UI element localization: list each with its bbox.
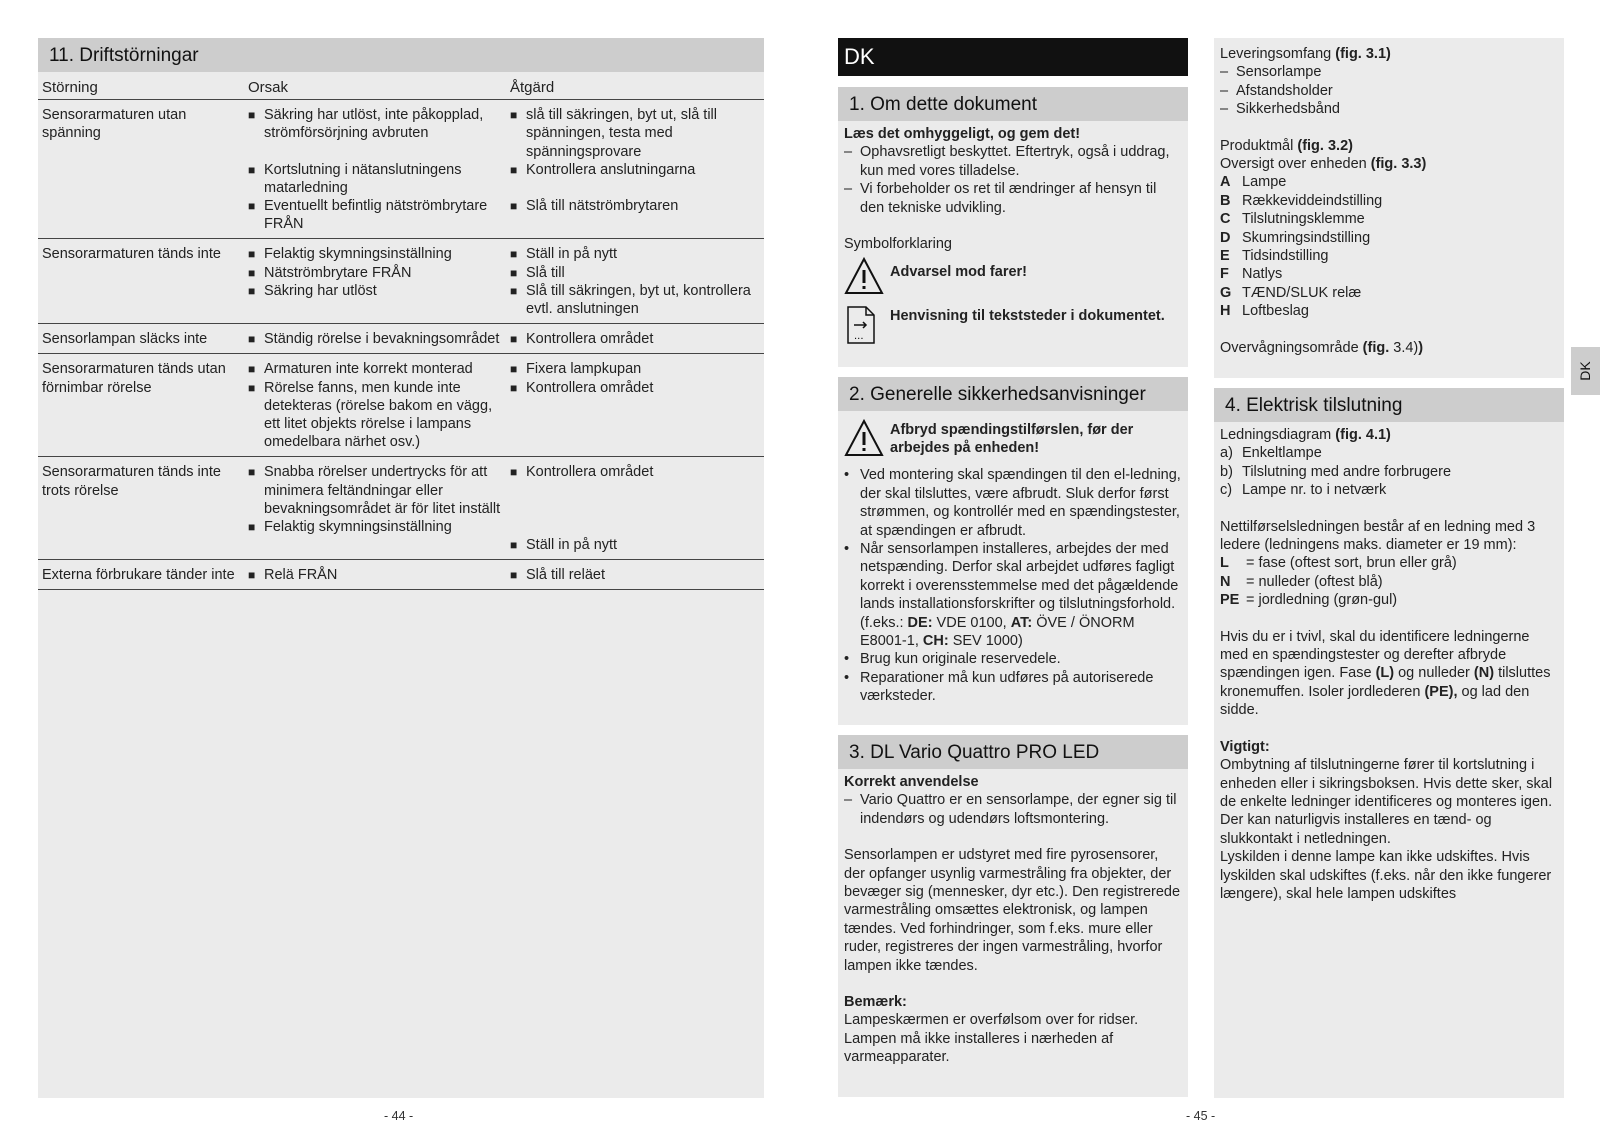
square-bullet-icon: ■	[510, 362, 518, 377]
conductor-item: L = fase (oftest sort, brun eller grå)	[1220, 555, 1457, 572]
action-item: ■ Slå till nätströmbrytaren	[510, 198, 679, 215]
column-header: Orsak	[244, 72, 506, 100]
page-number-44: - 44 -	[384, 1109, 414, 1123]
page-number-45: - 45 -	[1186, 1109, 1216, 1123]
action-item: ■ Kontrollera anslutningarna	[510, 161, 696, 178]
lead-text: Læs det omhyggeligt, og gem det!	[844, 126, 1081, 142]
cause-item: ■ Relä FRÅN	[248, 566, 338, 583]
section-2	[838, 377, 1188, 725]
side-language-tab: DK	[1571, 347, 1600, 395]
part-item: D Skumringsindstilling	[1220, 229, 1371, 246]
warning-legend: Advarsel mod farer!	[844, 257, 1182, 300]
supply-text: Nettilførselsledningen består af en ledning med 3 ledere (ledningens maks. diameter er 19 mm):	[1220, 518, 1536, 554]
action-cell	[506, 324, 764, 354]
table-row	[38, 354, 764, 457]
section-2-title: 2. Generelle sikkerhedsanvisninger	[838, 377, 1188, 411]
cause-item: ■ Säkring har utlöst	[248, 282, 377, 299]
list-item: – Ophavsretligt beskyttet. Eftertryk, også i uddrag, kun med vores tilladelse.	[844, 144, 1170, 179]
action-item: ■ Ställ in på nytt	[510, 246, 618, 263]
svg-text:...: ...	[854, 330, 864, 342]
square-bullet-icon: ■	[510, 247, 518, 262]
column-header: Störning	[38, 72, 244, 100]
list-item: • Brug kun originale reservedele.	[844, 651, 1061, 668]
cause-cell	[244, 354, 506, 457]
action-cell	[506, 457, 764, 559]
action-item: ■ Kontrollera området	[510, 379, 654, 396]
section-4-title: 4. Elektrisk tilslutning	[1214, 388, 1564, 422]
square-bullet-icon: ■	[510, 465, 518, 480]
cause-cell	[244, 457, 506, 559]
square-bullet-icon: ■	[510, 108, 518, 123]
important-heading: Vigtigt:	[1220, 738, 1270, 755]
reference-legend: ... Henvisning til tekststeder i dokumentet.	[844, 305, 1182, 350]
cause-item: ■ Snabba rörelser undertrycks för att minimera feltändningar eller bevakningsområdet är för litet inställt	[248, 464, 501, 517]
conductor-item: PE = jordledning (grøn-gul)	[1220, 592, 1398, 609]
problem-cell: Externa förbrukare tänder inte	[38, 559, 244, 589]
important-text: Ombytning af tilslutningerne fører til kortslutning i enheden eller i sikringsboksen. Hvis dette sker, skal de enkelte ledninger identificeres og monteres igen. Der kan naturligvis installeres en tænd- og slukkontakt i netledningen.	[1220, 757, 1553, 847]
square-bullet-icon: ■	[510, 283, 518, 298]
square-bullet-icon: ■	[510, 380, 518, 395]
square-bullet-icon: ■	[248, 108, 256, 123]
square-bullet-icon: ■	[510, 332, 518, 347]
action-item: ■ Ställ in på nytt	[510, 536, 618, 553]
troubleshooting-section	[38, 38, 764, 590]
document-reference-icon	[844, 305, 890, 350]
square-bullet-icon: ■	[248, 465, 256, 480]
action-item: ■ Slå till säkringen, byt ut, kontrollera evtl. anslutningen	[510, 282, 751, 318]
action-item: ■ slå till säkringen, byt ut, slå till spänningen, testa med spänningsprovare	[510, 107, 717, 160]
section-1-title: 1. Om dette dokument	[838, 87, 1188, 121]
square-bullet-icon: ■	[248, 362, 256, 377]
safety-warning: Afbryd spændingstilførslen, før der arbejdes på enheden!	[844, 419, 1182, 462]
important-text-2: Lyskilden i denne lampe kan ikke udskiftes. Hvis lyskilden skal udskiftes (f.eks. når den ikke fungerer længere), skal hele lampen udskiftes	[1220, 849, 1552, 902]
list-item: – Sikkerhedsbånd	[1220, 101, 1340, 118]
section-title: 11. Driftstörningar	[38, 38, 764, 72]
cause-cell	[244, 100, 506, 239]
language-banner	[838, 38, 1188, 76]
use-heading: Korrekt anvendelse	[844, 774, 979, 790]
square-bullet-icon: ■	[248, 162, 256, 177]
table-row	[38, 559, 764, 589]
square-bullet-icon: ■	[248, 247, 256, 262]
part-item: H Loftbeslag	[1220, 303, 1309, 320]
doubt-paragraph: Hvis du er i tvivl, skal du identificere ledningerne med en spændingstester og derefter afbryde spændingen igen. Fase (L) og nulleder (N) tilsluttes kronemuffen. Isoler jordlederen (PE), og lad den sidde.	[1220, 628, 1551, 719]
action-item: ■ Kontrollera området	[510, 331, 654, 348]
square-bullet-icon: ■	[248, 283, 256, 298]
list-item: – Sensorlampe	[1220, 64, 1322, 81]
cause-item: ■ Nätströmbrytare FRÅN	[248, 264, 412, 281]
language-label: DK	[844, 44, 875, 69]
wiring-item: a) Enkeltlampe	[1220, 445, 1322, 462]
note-text: Lampeskærmen er overfølsom over for ridser. Lampen må ikke installeres i nærheden af varmeapparater.	[844, 1012, 1139, 1066]
list-item: • Ved montering skal spændingen til den el-ledning, der skal tilsluttes, være afbrudt. Sluk derfor først strømmen, og kontrollér med en spændingstester, at spændingen er afbrudt.	[844, 467, 1181, 539]
cause-cell	[244, 559, 506, 589]
square-bullet-icon: ■	[510, 567, 518, 582]
cause-item: ■ Felaktig skymningsinställning	[248, 246, 452, 263]
note-heading: Bemærk:	[844, 994, 907, 1011]
cause-item: ■ Armaturen inte korrekt monterad	[248, 361, 473, 378]
action-cell	[506, 100, 764, 239]
overview-heading: Oversigt over enheden (fig. 3.3)	[1220, 156, 1427, 173]
area-heading: Overvågningsområde (fig. 3.4))	[1220, 339, 1424, 356]
action-item: ■ Slå till reläet	[510, 566, 605, 583]
wiring-item: b) Tilslutning med andre forbrugere	[1220, 463, 1452, 480]
action-cell	[506, 354, 764, 457]
action-item: ■ Fixera lampkupan	[510, 361, 642, 378]
square-bullet-icon: ■	[510, 162, 518, 177]
cause-item: ■ Ständig rörelse i bevakningsområdet	[248, 331, 500, 348]
scope-heading: Leveringsomfang (fig. 3.1)	[1220, 46, 1391, 62]
description-paragraph: Sensorlampen er udstyret med fire pyrosensorer, der opfanger usynlig varmestråling fra objekter, der bevæger sig (mennesker, dyr etc.). Den registrerede varmestråling omsættes elektronisk, og lampen tændes. Ved forhindringer, som f.eks. mure eller ruder, registreres der ingen varmestråling, hvorfor lampen ikke tændes.	[844, 847, 1181, 974]
square-bullet-icon: ■	[248, 332, 256, 347]
right-panel-top	[1214, 38, 1564, 378]
column-header: Åtgärd	[506, 72, 764, 100]
table-row	[38, 324, 764, 354]
part-item: C Tilslutningsklemme	[1220, 211, 1365, 228]
cause-item: ■ Kortslutning i nätanslutningens matarledning	[248, 161, 462, 196]
problem-cell: Sensorlampan släcks inte	[38, 324, 244, 354]
conductor-item: N = nulleder (oftest blå)	[1220, 573, 1383, 590]
square-bullet-icon: ■	[248, 520, 256, 535]
warning-triangle-icon	[844, 419, 890, 462]
list-item: – Vi forbeholder os ret til ændringer af hensyn til den tekniske udvikling.	[844, 181, 1157, 216]
problem-cell: Sensorarmaturen tänds inte trots rörelse	[38, 457, 244, 559]
list-item: • Når sensorlampen installeres, arbejdes der med netspænding. Derfor skal arbejdet udføres fagligt korrekt i overensstemmelse med det pågældende lands installationsforskrifter og tilslutningsforhold. (f.eks.: DE: VDE 0100, AT: ÖVE / ÖNORM E8001-1, CH: SEV 1000)	[844, 541, 1179, 650]
section-4	[1214, 388, 1564, 1098]
list-item: – Vario Quattro er en sensorlampe, der egner sig til indendørs og udendørs loftsmontering.	[844, 792, 1177, 827]
square-bullet-icon: ■	[248, 380, 256, 395]
warning-triangle-icon	[844, 257, 890, 300]
cause-cell	[244, 239, 506, 324]
action-item: ■ Kontrollera området	[510, 464, 654, 481]
cause-cell	[244, 324, 506, 354]
part-item: G TÆND/SLUK relæ	[1220, 284, 1362, 301]
part-item: B Rækkeviddeindstilling	[1220, 192, 1383, 209]
table-row	[38, 100, 764, 239]
cause-item: ■ Felaktig skymningsinställning	[248, 519, 452, 536]
square-bullet-icon: ■	[510, 265, 518, 280]
list-item: • Reparationer må kun udføres på autoriserede værksteder.	[844, 669, 1154, 705]
section-1	[838, 87, 1188, 367]
cause-item: ■ Säkring har utlöst, inte påkopplad, strömförsörjning avbruten	[248, 107, 484, 142]
table-row	[38, 457, 764, 559]
part-item: F Natlys	[1220, 266, 1283, 283]
square-bullet-icon: ■	[510, 537, 518, 552]
section-3	[838, 735, 1188, 1097]
square-bullet-icon: ■	[248, 265, 256, 280]
wiring-item: c) Lampe nr. to i netværk	[1220, 482, 1387, 499]
dimensions-heading: Produktmål (fig. 3.2)	[1220, 137, 1353, 154]
cause-item: ■ Eventuellt befintlig nätströmbrytare FRÅN	[248, 198, 488, 233]
table-row	[38, 239, 764, 324]
action-cell	[506, 559, 764, 589]
square-bullet-icon: ■	[510, 199, 518, 214]
wiring-heading: Ledningsdiagram (fig. 4.1)	[1220, 427, 1391, 443]
action-cell	[506, 239, 764, 324]
part-item: A Lampe	[1220, 174, 1287, 191]
square-bullet-icon: ■	[248, 567, 256, 582]
part-item: E Tidsindstilling	[1220, 248, 1329, 265]
square-bullet-icon: ■	[248, 199, 256, 214]
troubleshooting-table	[38, 72, 764, 590]
cause-item: ■ Rörelse fanns, men kunde inte detekteras (rörelse bakom en vägg, ett litet objekts rörelse i lampans omedelbara närhet osv.)	[248, 379, 493, 451]
problem-cell: Sensorarmaturen tänds utan förnimbar rörelse	[38, 354, 244, 457]
table-header-row	[38, 72, 764, 100]
symbol-heading: Symbolforklaring	[844, 236, 952, 253]
list-item: – Afstandsholder	[1220, 82, 1333, 99]
problem-cell: Sensorarmaturen tänds inte	[38, 239, 244, 324]
action-item: ■ Slå till	[510, 264, 565, 281]
section-3-title: 3. DL Vario Quattro PRO LED	[838, 735, 1188, 769]
problem-cell: Sensorarmaturen utan spänning	[38, 100, 244, 239]
